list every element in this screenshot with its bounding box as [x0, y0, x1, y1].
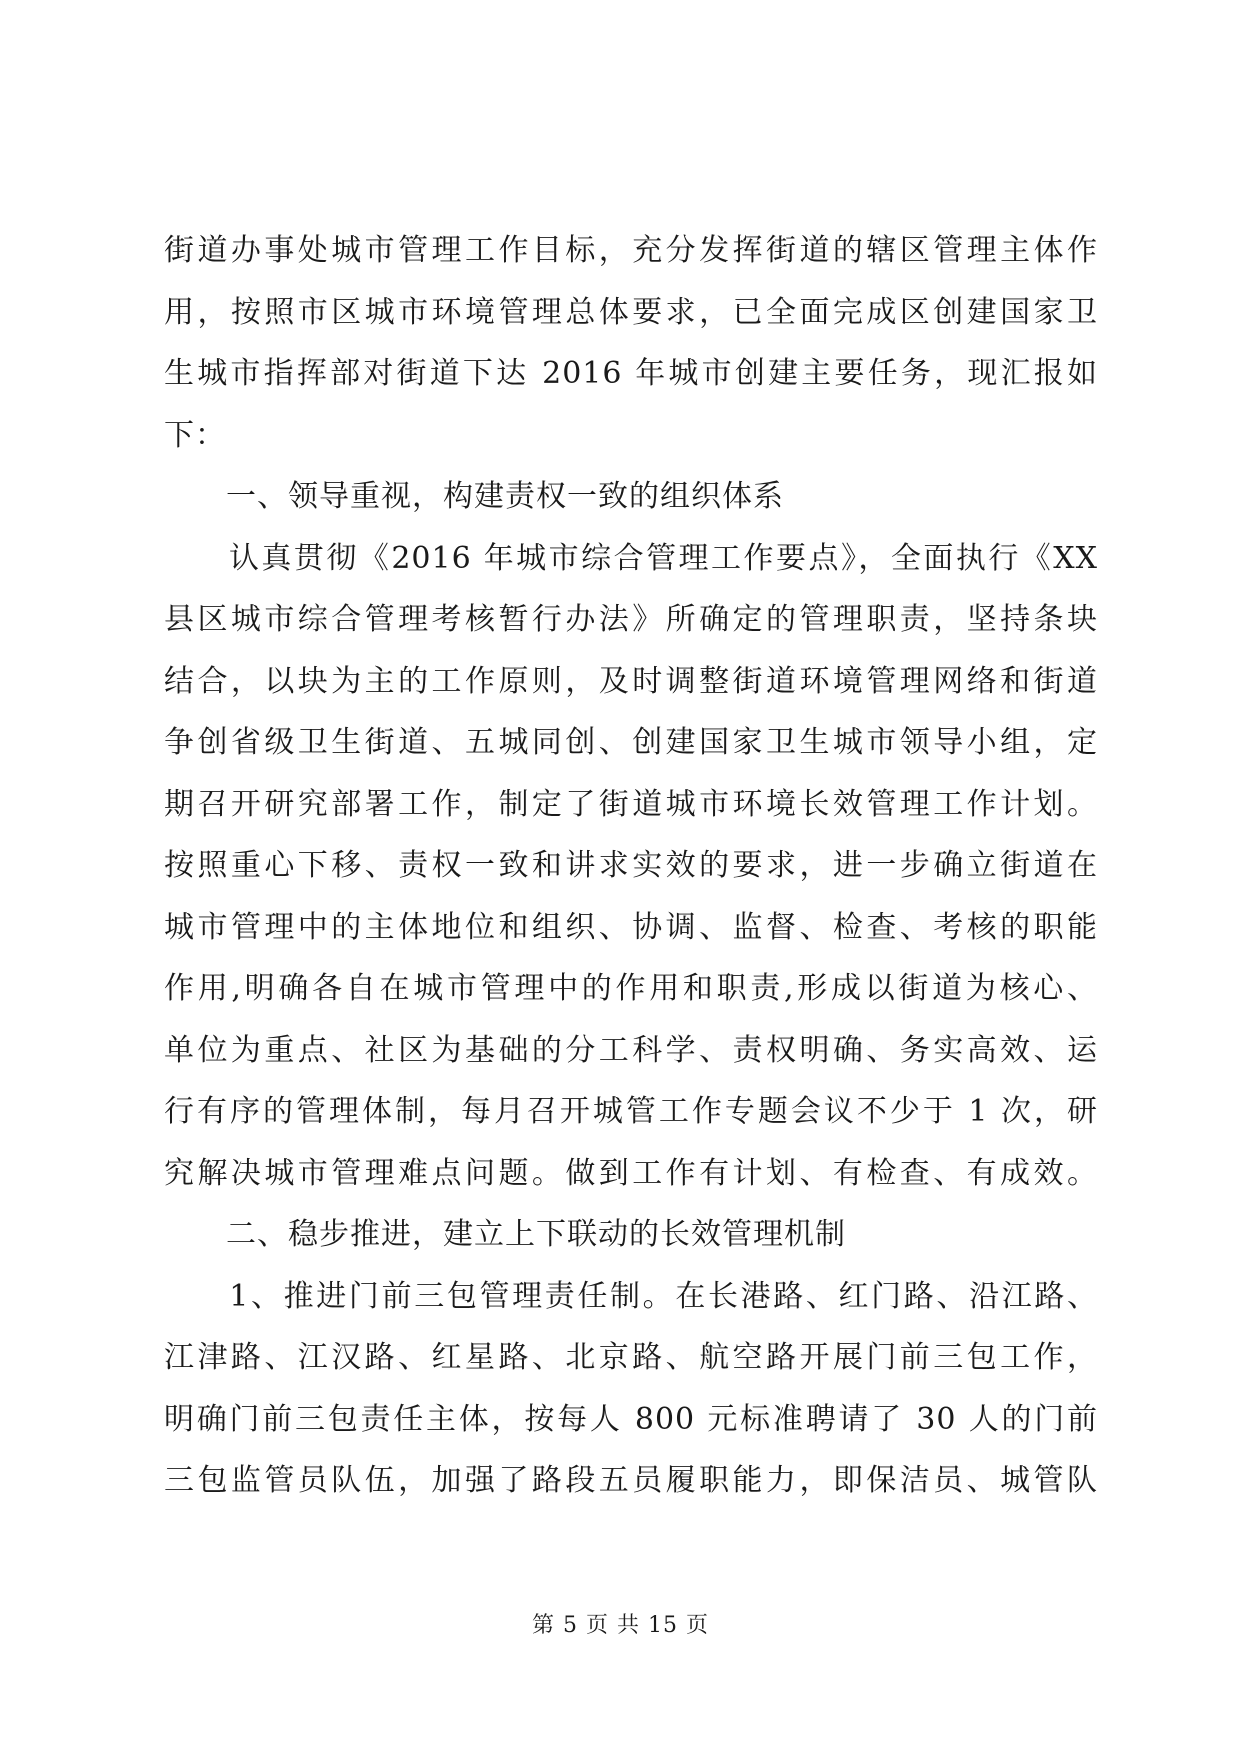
text-line: 用，按照市区城市环境管理总体要求，已全面完成区创建国家卫: [164, 294, 1098, 330]
text-line: 究解决城市管理难点问题。做到工作有计划、有检查、有成效。: [164, 1155, 1098, 1191]
text-line: 一、领导重视，构建责权一致的组织体系: [164, 479, 784, 514]
text-line: 1、推进门前三包管理责任制。在长港路、红门路、沿江路、: [164, 1278, 1098, 1314]
text-line: 明确门前三包责任主体，按每人 800 元标准聘请了 30 人的门前: [164, 1401, 1098, 1437]
text-line: 生城市指挥部对街道下达 2016 年城市创建主要任务，现汇报如: [164, 356, 1098, 391]
text-line: 下：: [164, 417, 226, 453]
body-text: [164, 220, 1098, 1512]
text-line: 城市管理中的主体地位和组织、协调、监督、检查、考核的职能: [164, 909, 1098, 945]
text-line: 行有序的管理体制，每月召开城管工作专题会议不少于 1 次，研: [164, 1094, 1098, 1129]
text-line: 认真贯彻《2016 年城市综合管理工作要点》，全面执行《XX: [164, 540, 1098, 576]
text-line: 作用,明确各自在城市管理中的作用和职责,形成以街道为核心、: [164, 971, 1098, 1006]
text-line: 结合，以块为主的工作原则，及时调整街道环境管理网络和街道: [164, 663, 1098, 699]
text-line: 江津路、江汉路、红星路、北京路、航空路开展门前三包工作，: [164, 1340, 1098, 1375]
text-line: 街道办事处城市管理工作目标，充分发挥街道的辖区管理主体作: [164, 233, 1098, 268]
text-line: 争创省级卫生街道、五城同创、创建国家卫生城市领导小组，定: [164, 725, 1098, 760]
text-line: 期召开研究部署工作，制定了街道城市环境长效管理工作计划。: [164, 786, 1098, 822]
text-line: 三包监管员队伍，加强了路段五员履职能力，即保洁员、城管队: [164, 1463, 1098, 1498]
text-line: 单位为重点、社区为基础的分工科学、责权明确、务实高效、运: [164, 1032, 1098, 1068]
text-line: 按照重心下移、责权一致和讲求实效的要求，进一步确立街道在: [164, 848, 1098, 883]
page-footer: 第 5 页 共 15 页: [532, 1613, 709, 1638]
text-line: 二、稳步推进，建立上下联动的长效管理机制: [164, 1217, 846, 1252]
text-line: 县区城市综合管理考核暂行办法》所确定的管理职责，坚持条块: [164, 602, 1098, 637]
